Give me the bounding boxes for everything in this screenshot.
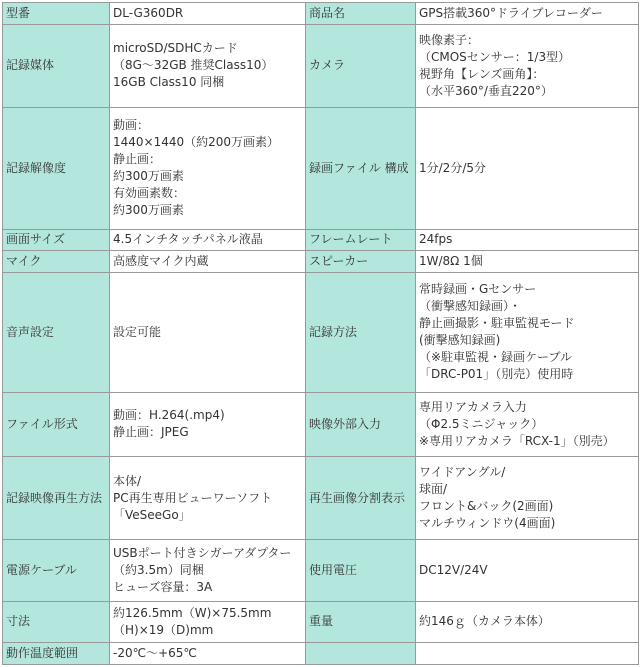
value-line: （水平360°/垂直220°） — [419, 83, 553, 98]
camera-value — [416, 24, 639, 107]
value-line: （約3.5m）同梱 — [113, 562, 204, 577]
screen-size-value — [110, 229, 306, 251]
external-video-input-value — [416, 392, 639, 456]
screen-size-label: 画面サイズ — [3, 229, 110, 251]
value-line: 有効画素数： — [113, 186, 186, 201]
weight-label: 重量 — [306, 601, 416, 643]
weight-value — [416, 601, 639, 643]
value-line: 球面/ — [419, 482, 448, 497]
value-line: ワイドアングル/ — [419, 465, 506, 480]
value-line: 約300万画素 — [113, 203, 184, 218]
playback-method-label: 記録映像再生方法 — [3, 457, 110, 540]
value-line: ヒューズ容量：3A — [113, 579, 213, 594]
speaker-value — [416, 251, 639, 273]
value-line: USBポート付きシガーアダプター — [113, 545, 292, 560]
value-line: 高感度マイク内蔵 — [113, 254, 209, 269]
frame-rate-value — [416, 229, 639, 251]
split-display-label: 再生画像分割表示 — [306, 457, 416, 540]
recording-method-label: 記録方法 — [306, 273, 416, 393]
spec-row-file-format — [3, 392, 639, 456]
value-line: DC12V/24V — [419, 562, 488, 577]
value-line: 1440×1440（約200万画素） — [113, 135, 280, 150]
value-line: 動画：H.264(.mp4) — [113, 408, 225, 423]
recording-file-config-value — [416, 107, 639, 229]
spec-row-media-camera — [3, 24, 639, 107]
frame-rate-label: フレームレート — [306, 229, 416, 251]
file-format-value — [110, 392, 306, 456]
recording-method-value — [416, 273, 639, 393]
value-line: PC再生専用ビューワーソフト — [113, 490, 273, 505]
value-line: フロント&バック(2画面) — [419, 499, 554, 514]
file-format-label: ファイル形式 — [3, 392, 110, 456]
dimensions-value — [110, 601, 306, 643]
value-line: （8G～32GB 推奨Class10） — [113, 58, 274, 73]
value-line: （※駐車監視・録画ケーブル — [419, 350, 572, 365]
value-line: -20℃～+65℃ — [113, 646, 197, 661]
value-line: マルチウィンドウ(4画面) — [419, 516, 556, 531]
split-display-value — [416, 457, 639, 540]
spec-row-audio — [3, 251, 639, 273]
value-line: 静止画撮影・駐車監視モード — [419, 316, 575, 331]
value-line: GPS搭載360°ドライブレコーダー — [419, 5, 603, 20]
spec-row-screen — [3, 229, 639, 251]
value-line: 設定可能 — [113, 324, 162, 339]
recording-resolution-label: 記録解像度 — [3, 107, 110, 229]
spec-row-resolution — [3, 107, 639, 229]
value-line: 静止画：JPEG — [113, 425, 189, 440]
spec-row-playback — [3, 457, 639, 540]
operating-temperature-value — [110, 643, 306, 665]
power-cable-value — [110, 540, 306, 601]
power-cable-label: 電源ケーブル — [3, 540, 110, 601]
value-line: DL-G360DR — [113, 5, 184, 20]
spec-row-temperature — [3, 643, 639, 665]
recording-media-label: 記録媒体 — [3, 24, 110, 107]
product-name-label: 商品名 — [306, 3, 416, 25]
value-line: （衝撃感知録画）・ — [419, 299, 522, 314]
value-line: ※専用リアカメラ「RCX-1」（別売） — [419, 433, 615, 448]
spec-row-sound-recording — [3, 273, 639, 393]
value-line: 静止画： — [113, 152, 162, 167]
recording-media-value — [110, 24, 306, 107]
spec-row-dimensions — [3, 601, 639, 643]
value-line: 1分/2分/5分 — [419, 160, 486, 175]
value-line: 本体/ — [113, 473, 142, 488]
value-line: 「DRC-P01」（別売）使用時 — [419, 367, 574, 382]
empty-label-cell — [306, 643, 416, 665]
operating-voltage-value — [416, 540, 639, 601]
value-line: 16GB Class10 同梱 — [113, 75, 225, 90]
recording-resolution-value — [110, 107, 306, 229]
value-line: （H)×19（D)mm — [113, 622, 214, 637]
empty-value-cell — [416, 643, 639, 665]
spec-row-model — [3, 3, 639, 25]
recording-file-config-label: 録画ファイル 構成 — [306, 107, 416, 229]
spec-table-body — [3, 3, 639, 665]
audio-setting-value — [110, 273, 306, 393]
playback-method-value — [110, 457, 306, 540]
external-video-input-label: 映像外部入力 — [306, 392, 416, 456]
value-line: （CMOSセンサー：1/3型） — [419, 49, 571, 64]
spec-row-power — [3, 540, 639, 601]
model-number-label: 型番 — [3, 3, 110, 25]
value-line: 1W/8Ω 1個 — [419, 254, 483, 269]
value-line: 約146ｇ（カメラ本体） — [419, 614, 550, 629]
value-line: 動画： — [113, 118, 150, 133]
dimensions-label: 寸法 — [3, 601, 110, 643]
audio-setting-label: 音声設定 — [3, 273, 110, 393]
spec-table — [2, 2, 639, 665]
speaker-label: スピーカー — [306, 251, 416, 273]
value-line: （Φ2.5ミニジャック） — [419, 416, 544, 431]
operating-voltage-label: 使用電圧 — [306, 540, 416, 601]
value-line: microSD/SDHCカード — [113, 41, 238, 56]
microphone-value — [110, 251, 306, 273]
product-name-value — [416, 3, 639, 25]
model-number-value — [110, 3, 306, 25]
value-line: 4.5インチタッチパネル液晶 — [113, 232, 263, 247]
value-line: 約126.5mm（W)×75.5mm — [113, 605, 272, 620]
value-line: 「VeSeeGo」 — [113, 507, 191, 522]
camera-label: カメラ — [306, 24, 416, 107]
value-line: 約300万画素 — [113, 169, 184, 184]
microphone-label: マイク — [3, 251, 110, 273]
value-line: 常時録画・Gセンサー — [419, 282, 537, 297]
operating-temperature-label: 動作温度範囲 — [3, 643, 110, 665]
value-line: (衝撃感知録画) — [419, 333, 501, 348]
value-line: 24fps — [419, 232, 453, 247]
value-line: 視野角【レンズ画角】： — [419, 66, 545, 81]
value-line: 専用リアカメラ入力 — [419, 399, 527, 414]
value-line: 映像素子： — [419, 32, 480, 47]
